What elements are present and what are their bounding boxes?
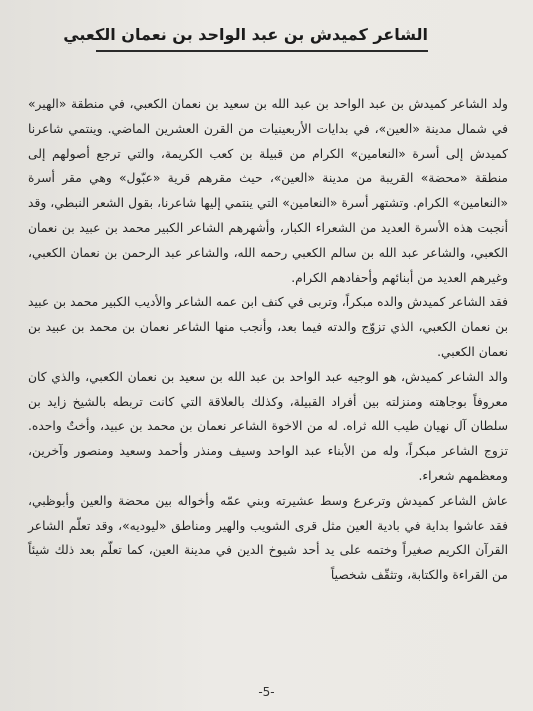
paragraph-upbringing: فقد الشاعر كميدش والده مبكراً، وتربى في كنف ابن عمه الشاعر والأديب الكبير محمد بن عبيد بن نعمان الكعبي، الذي تزوّج والدته فيما بعد، وأنجب منها الشاعر نعمان بن محمد بن عبيد بن نعمان الكعبي. [28,295,508,359]
paragraph-birth: ولد الشاعر كميدش بن عبد الواحد بن عبد الله بن سعيد بن نعمان الكعبي، في منطقة «الهير» في شمال مدينة «العين»، في بدايات الأربعينيات من القرن العشرين الماضي. وينتمي شاعرنا كميدش إلى أسرة «النعامين» الكرام من قبيلة بن كعب الكريمة، والتي ترجع أصولهم إلى منطقة «محضة» القريبة من مدينة «العين»، حيث مقرهم قرية «عبّول» وهي مقر أسرة «النعامين» الكرام. وتشتهر أسرة «النعامين» التي ينتمي إليها شاعرنا، بقول الشعر النبطي، وقد أنجبت هذه الأسرة العديد من الشعراء الكبار، وأشهرهم الشاعر الكبير محمد بن عبيد بن نعمان الكعبي، والشاعر عبد الله بن سالم الكعبي رحمه الله، والشاعر عبد الرحمن بن نعمان الكعبي، وغيرهم العديد من أبنائهم وأحفادهم الكرام. [28,97,508,285]
title-block [63,22,428,52]
paragraph-life: عاش الشاعر كميدش وترعرع وسط عشيرته وبني عمّه وأخواله بين محضة والعين وأبوظبي، فقد عاشوا بداية في بادية العين مثل قرى الشويب والهير ومناطق «ليوديه»، وقد تعلّم الشاعر القرآن الكريم صغيراً وختمه على يد أحد شيوخ الدين في مدينة العين، كما تعلّم بعد ذلك شيئاً من القراءة والكتابة، وتثقّف شخصياً [28,493,508,583]
page-number: -5- [258,685,275,699]
page-title: الشاعر كميدش بن عبد الواحد بن نعمان الكعبي [63,25,428,44]
body-text [28,92,508,588]
title-underline [96,50,428,52]
paragraph-father: والد الشاعر كميدش، هو الوجيه عبد الواحد بن عبد الله بن سعيد بن نعمان الكعبي، والذي كان معروفاً بوجاهته ومنزلته بين أفراد القبيلة، وكذلك بالعلاقة التي كانت تربطه بالشيخ زايد بن سلطان آل نهيان طيب الله ثراه. له من الاخوة الشاعر نعمان بن محمد بن عبيد، وأختٌ واحده. تزوج الشاعر مبكراً، وله من الأبناء عبد الواحد وسيف ومنذر وأحمد وسعيد ومنصور وآخرين، ومعظمهم شعراء. [28,369,508,483]
